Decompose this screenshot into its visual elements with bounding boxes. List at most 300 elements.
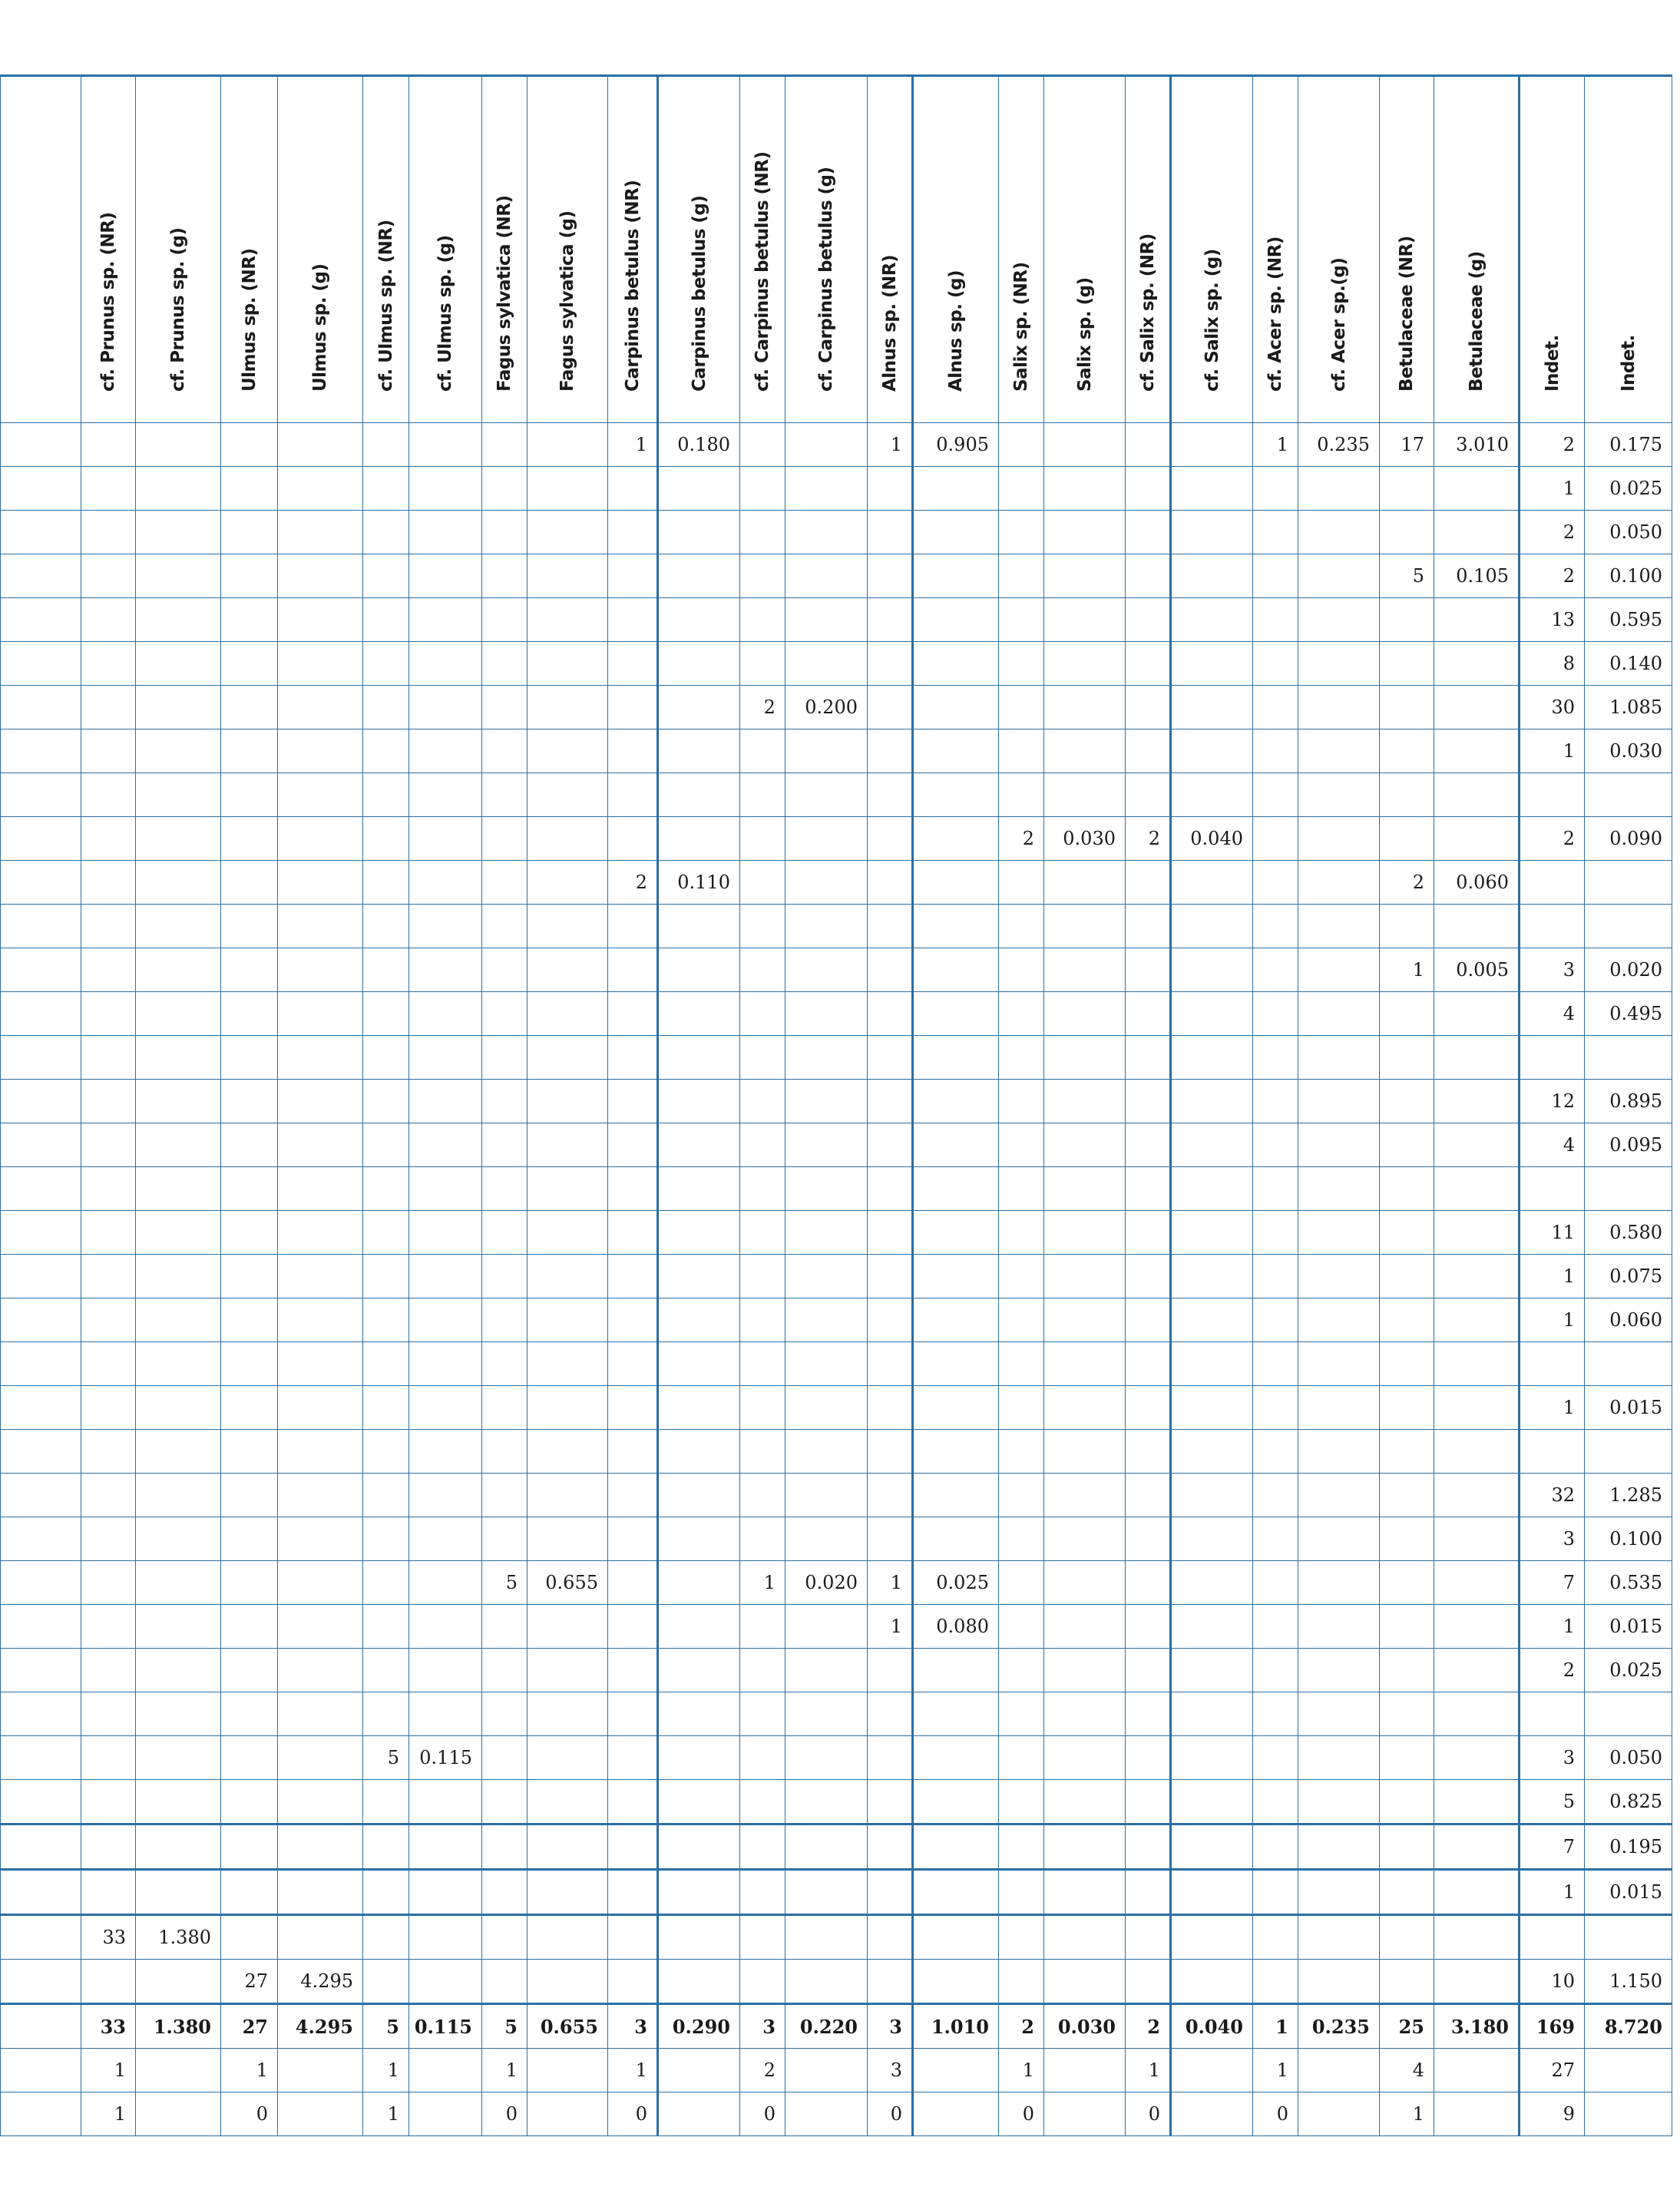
table-cell — [1380, 1649, 1434, 1692]
table-cell — [608, 1298, 658, 1342]
table-cell — [868, 992, 913, 1036]
table-cell — [527, 861, 608, 905]
table-cell — [1380, 1342, 1434, 1386]
table-cell — [608, 1870, 658, 1915]
table-cell — [1253, 1736, 1298, 1780]
table-cell — [81, 1036, 136, 1080]
row-label-cell — [1, 598, 81, 642]
table-cell — [658, 554, 740, 598]
table-cell — [527, 773, 608, 817]
table-cell — [868, 1255, 913, 1298]
row-label-cell — [1, 467, 81, 511]
table-cell — [785, 1211, 868, 1255]
table-row — [1, 1080, 1672, 1123]
table-cell — [1171, 2049, 1253, 2092]
table-cell — [1126, 554, 1171, 598]
table-cell — [363, 1649, 409, 1692]
table-cell: 1 — [608, 423, 658, 467]
table-cell — [482, 1960, 527, 2004]
table-cell: 3.010 — [1434, 423, 1520, 467]
table-cell: 0.060 — [1434, 861, 1520, 905]
table-cell — [1253, 1386, 1298, 1430]
table-cell — [999, 1080, 1044, 1123]
table-cell — [1253, 817, 1298, 861]
table-cell — [999, 1386, 1044, 1430]
table-cell — [1253, 1649, 1298, 1692]
table-cell — [913, 1430, 999, 1474]
table-cell — [1520, 773, 1585, 817]
table-cell — [1520, 1430, 1585, 1474]
table-cell — [136, 511, 221, 554]
table-cell: 0.235 — [1298, 423, 1380, 467]
table-cell — [658, 1386, 740, 1430]
table-cell — [1126, 1870, 1171, 1915]
table-cell — [1380, 729, 1434, 773]
table-cell — [1585, 905, 1672, 948]
table-cell — [658, 2049, 740, 2092]
table-cell — [1126, 1692, 1171, 1736]
column-header-label: Alnus sp. (g) — [946, 270, 966, 392]
table-cell — [608, 1386, 658, 1430]
table-cell — [527, 1649, 608, 1692]
table-cell — [608, 1605, 658, 1649]
table-cell — [658, 1649, 740, 1692]
table-cell — [1585, 2092, 1672, 2136]
table-cell — [1253, 1824, 1298, 1870]
table-cell — [913, 554, 999, 598]
table-cell — [221, 642, 278, 686]
column-header-label: cf. Prunus sp. (g) — [168, 227, 188, 392]
table-cell — [527, 2049, 608, 2092]
row-label-cell — [1, 773, 81, 817]
column-header — [136, 76, 221, 423]
row-label-cell — [1, 2049, 81, 2092]
table-cell — [785, 905, 868, 948]
table-cell: 0.100 — [1585, 1517, 1672, 1561]
table-cell — [999, 686, 1044, 729]
table-cell: 2 — [1126, 2004, 1171, 2049]
table-cell: 1 — [1520, 1386, 1585, 1430]
table-cell — [658, 905, 740, 948]
table-cell — [740, 1036, 785, 1080]
table-cell — [1126, 861, 1171, 905]
table-cell — [482, 1342, 527, 1386]
table-cell — [278, 1474, 363, 1517]
taxa-table — [0, 74, 1672, 2136]
table-cell — [527, 1430, 608, 1474]
table-cell — [1434, 1036, 1520, 1080]
table-cell — [81, 1298, 136, 1342]
table-cell — [527, 1474, 608, 1517]
table-cell — [1044, 948, 1126, 992]
table-cell — [999, 1036, 1044, 1080]
table-cell — [482, 686, 527, 729]
table-cell — [409, 423, 482, 467]
column-header-label: Salix sp. (g) — [1074, 277, 1095, 392]
table-cell: 2 — [1126, 817, 1171, 861]
table-cell — [785, 1298, 868, 1342]
table-row — [1, 1780, 1672, 1824]
table-cell: 0 — [608, 2092, 658, 2136]
table-cell — [999, 1915, 1044, 1960]
table-cell — [136, 642, 221, 686]
table-cell — [221, 1036, 278, 1080]
table-cell — [1126, 1298, 1171, 1342]
table-cell — [81, 1167, 136, 1211]
table-cell — [1380, 1824, 1434, 1870]
table-cell — [1520, 1167, 1585, 1211]
table-cell — [1434, 1386, 1520, 1430]
table-cell — [1126, 686, 1171, 729]
table-cell — [482, 1255, 527, 1298]
table-cell: 0.040 — [1171, 2004, 1253, 2049]
table-cell — [1434, 1342, 1520, 1386]
table-cell: 2 — [740, 2049, 785, 2092]
column-header-label: Ulmus sp. (NR) — [239, 248, 260, 392]
table-cell — [1380, 773, 1434, 817]
table-cell — [1253, 1123, 1298, 1167]
table-cell — [278, 1736, 363, 1780]
table-cell — [1126, 1167, 1171, 1211]
table-cell — [278, 1123, 363, 1167]
table-row — [1, 467, 1672, 511]
table-cell — [527, 1342, 608, 1386]
table-cell — [1044, 423, 1126, 467]
table-cell — [1298, 1736, 1380, 1780]
table-cell — [785, 1255, 868, 1298]
table-cell — [913, 1123, 999, 1167]
table-cell — [221, 1255, 278, 1298]
table-cell: 5 — [363, 1736, 409, 1780]
table-cell: 1 — [868, 423, 913, 467]
table-cell — [1380, 905, 1434, 948]
row-label-cell — [1, 1692, 81, 1736]
table-cell — [740, 642, 785, 686]
table-cell — [482, 1649, 527, 1692]
table-cell — [1044, 642, 1126, 686]
table-cell — [785, 1736, 868, 1780]
table-cell — [1585, 773, 1672, 817]
table-cell — [81, 1386, 136, 1430]
table-cell — [913, 1036, 999, 1080]
table-cell — [409, 1342, 482, 1386]
table-cell — [1253, 1692, 1298, 1736]
table-cell — [1126, 773, 1171, 817]
table-cell — [1434, 511, 1520, 554]
table-cell: 2 — [1520, 423, 1585, 467]
table-row — [1, 729, 1672, 773]
table-cell: 12 — [1520, 1080, 1585, 1123]
table-cell — [278, 861, 363, 905]
table-cell — [608, 1167, 658, 1211]
table-cell — [913, 1960, 999, 2004]
table-cell — [409, 1960, 482, 2004]
table-cell — [608, 1780, 658, 1824]
table-cell — [1298, 1298, 1380, 1342]
table-cell — [1298, 1342, 1380, 1386]
table-cell — [785, 1780, 868, 1824]
table-cell — [363, 1474, 409, 1517]
table-cell — [363, 1211, 409, 1255]
table-cell — [913, 1342, 999, 1386]
table-cell — [1380, 1430, 1434, 1474]
table-cell — [409, 1605, 482, 1649]
table-cell — [913, 467, 999, 511]
table-cell — [1126, 1915, 1171, 1960]
table-cell — [527, 1255, 608, 1298]
table-cell — [1126, 1824, 1171, 1870]
table-cell — [1380, 1167, 1434, 1211]
table-cell — [785, 598, 868, 642]
table-cell — [1434, 642, 1520, 686]
table-cell: 0 — [1253, 2092, 1298, 2136]
table-cell — [527, 817, 608, 861]
table-cell — [868, 1649, 913, 1692]
table-cell: 0.140 — [1585, 642, 1672, 686]
table-cell — [658, 773, 740, 817]
table-cell — [81, 1517, 136, 1561]
table-cell — [482, 773, 527, 817]
table-row — [1, 861, 1672, 905]
table-cell — [608, 554, 658, 598]
table-cell: 1 — [1520, 1298, 1585, 1342]
row-label-cell — [1, 1915, 81, 1960]
table-cell — [136, 1824, 221, 1870]
table-cell: 5 — [1380, 554, 1434, 598]
table-cell — [1044, 1386, 1126, 1430]
table-cell — [1126, 598, 1171, 642]
column-header — [527, 76, 608, 423]
table-cell — [1380, 1960, 1434, 2004]
table-cell — [1253, 1342, 1298, 1386]
table-cell: 0.015 — [1585, 1605, 1672, 1649]
table-cell: 5 — [482, 2004, 527, 2049]
table-cell — [1380, 598, 1434, 642]
table-cell — [136, 1561, 221, 1605]
table-cell — [1171, 1123, 1253, 1167]
table-cell — [913, 1870, 999, 1915]
table-cell — [1298, 992, 1380, 1036]
table-cell — [1298, 773, 1380, 817]
table-cell — [1171, 992, 1253, 1036]
table-cell — [999, 1824, 1044, 1870]
table-cell — [913, 948, 999, 992]
table-cell: 2 — [1520, 511, 1585, 554]
table-cell — [785, 1517, 868, 1561]
table-cell — [1171, 1430, 1253, 1474]
table-cell: 2 — [999, 2004, 1044, 2049]
row-label-cell — [1, 511, 81, 554]
column-header-label: Carpinus betulus (NR) — [622, 180, 643, 392]
table-cell — [785, 1167, 868, 1211]
table-cell — [482, 642, 527, 686]
table-cell — [608, 1692, 658, 1736]
table-cell — [740, 511, 785, 554]
table-cell: 0.220 — [785, 2004, 868, 2049]
table-cell — [1171, 686, 1253, 729]
table-cell — [136, 1780, 221, 1824]
table-cell: 0.090 — [1585, 817, 1672, 861]
column-header — [81, 76, 136, 423]
table-cell: 1 — [1520, 467, 1585, 511]
table-cell — [913, 1386, 999, 1430]
table-cell: 0 — [999, 2092, 1044, 2136]
table-cell — [785, 992, 868, 1036]
table-cell — [482, 1167, 527, 1211]
table-cell — [913, 686, 999, 729]
table-cell — [527, 1123, 608, 1167]
row-label-cell — [1, 1123, 81, 1167]
table-cell — [221, 1474, 278, 1517]
table-cell — [136, 1736, 221, 1780]
table-cell — [1298, 686, 1380, 729]
table-cell — [1434, 2049, 1520, 2092]
row-label-cell — [1, 1517, 81, 1561]
table-cell — [1380, 1870, 1434, 1915]
table-cell — [1298, 642, 1380, 686]
table-cell — [658, 642, 740, 686]
table-cell — [1298, 2092, 1380, 2136]
table-cell — [740, 1255, 785, 1298]
table-cell — [136, 1649, 221, 1692]
table-cell — [363, 1960, 409, 2004]
table-cell — [1434, 1780, 1520, 1824]
table-cell — [1126, 642, 1171, 686]
table-cell — [278, 1255, 363, 1298]
table-cell — [658, 511, 740, 554]
table-row — [1, 1915, 1672, 1960]
table-cell: 169 — [1520, 2004, 1585, 2049]
table-cell — [913, 2049, 999, 2092]
table-cell — [409, 1036, 482, 1080]
table-cell — [81, 1430, 136, 1474]
table-cell — [482, 1915, 527, 1960]
table-cell — [913, 773, 999, 817]
table-cell — [81, 861, 136, 905]
table-cell — [482, 1298, 527, 1342]
table-cell — [868, 1123, 913, 1167]
table-cell: 1 — [81, 2092, 136, 2136]
table-cell — [363, 992, 409, 1036]
table-cell — [136, 1870, 221, 1915]
table-cell — [363, 1561, 409, 1605]
table-row — [1, 1211, 1672, 1255]
table-cell — [658, 1736, 740, 1780]
table-cell — [868, 642, 913, 686]
table-cell — [740, 1430, 785, 1474]
table-cell — [913, 729, 999, 773]
table-cell — [1044, 905, 1126, 948]
table-cell — [999, 1123, 1044, 1167]
table-cell — [482, 1080, 527, 1123]
table-cell — [1253, 1780, 1298, 1824]
table-cell — [1253, 1605, 1298, 1649]
table-row — [1, 992, 1672, 1036]
table-cell — [608, 467, 658, 511]
table-row — [1, 948, 1672, 992]
table-cell — [136, 423, 221, 467]
table-cell — [913, 1080, 999, 1123]
table-cell — [1126, 1605, 1171, 1649]
table-cell — [1298, 1255, 1380, 1298]
table-cell — [278, 554, 363, 598]
table-cell — [278, 1386, 363, 1430]
table-cell — [278, 1915, 363, 1960]
table-cell — [658, 467, 740, 511]
table-cell — [1044, 1123, 1126, 1167]
table-cell — [1298, 1167, 1380, 1211]
table-cell — [1171, 511, 1253, 554]
table-cell — [221, 1123, 278, 1167]
table-cell — [1126, 948, 1171, 992]
table-cell — [221, 511, 278, 554]
table-cell — [740, 1960, 785, 2004]
table-cell — [1126, 1080, 1171, 1123]
table-cell — [1253, 1430, 1298, 1474]
table-cell — [1520, 1342, 1585, 1386]
column-header — [1585, 76, 1672, 423]
table-cell: 1 — [363, 2049, 409, 2092]
table-cell — [1171, 1870, 1253, 1915]
row-label-cell — [1, 554, 81, 598]
table-cell — [409, 1123, 482, 1167]
table-cell — [785, 1605, 868, 1649]
table-cell — [1044, 1167, 1126, 1211]
table-cell: 4 — [1520, 1123, 1585, 1167]
table-cell — [1126, 511, 1171, 554]
table-cell — [868, 1386, 913, 1430]
table-cell — [363, 1123, 409, 1167]
column-header — [608, 76, 658, 423]
table-cell — [1380, 467, 1434, 511]
table-cell — [278, 1692, 363, 1736]
table-cell: 9 — [1520, 2092, 1585, 2136]
table-cell — [1126, 1036, 1171, 1080]
table-cell: 0.905 — [913, 423, 999, 467]
table-cell — [1044, 511, 1126, 554]
table-cell — [1585, 1692, 1672, 1736]
table-cell — [868, 905, 913, 948]
table-cell — [81, 1736, 136, 1780]
table-cell — [1434, 1211, 1520, 1255]
column-header — [1298, 76, 1380, 423]
table-cell — [1298, 1780, 1380, 1824]
table-cell — [740, 1298, 785, 1342]
table-cell: 0 — [740, 2092, 785, 2136]
table-cell — [1171, 1080, 1253, 1123]
table-cell — [1434, 817, 1520, 861]
column-header — [868, 76, 913, 423]
table-cell — [409, 992, 482, 1036]
table-cell — [81, 1561, 136, 1605]
table-cell — [658, 1824, 740, 1870]
table-cell — [1171, 1561, 1253, 1605]
table-cell — [527, 1080, 608, 1123]
table-cell — [482, 1605, 527, 1649]
table-cell — [658, 1298, 740, 1342]
table-cell — [608, 1960, 658, 2004]
table-cell — [740, 423, 785, 467]
table-cell — [740, 554, 785, 598]
table-cell — [1044, 861, 1126, 905]
row-label-cell — [1, 1342, 81, 1386]
table-cell — [1380, 817, 1434, 861]
table-cell — [608, 1824, 658, 1870]
column-header-label: cf. Salix sp. (g) — [1202, 249, 1222, 392]
table-cell — [482, 1780, 527, 1824]
table-cell — [1298, 1430, 1380, 1474]
table-cell — [527, 1824, 608, 1870]
